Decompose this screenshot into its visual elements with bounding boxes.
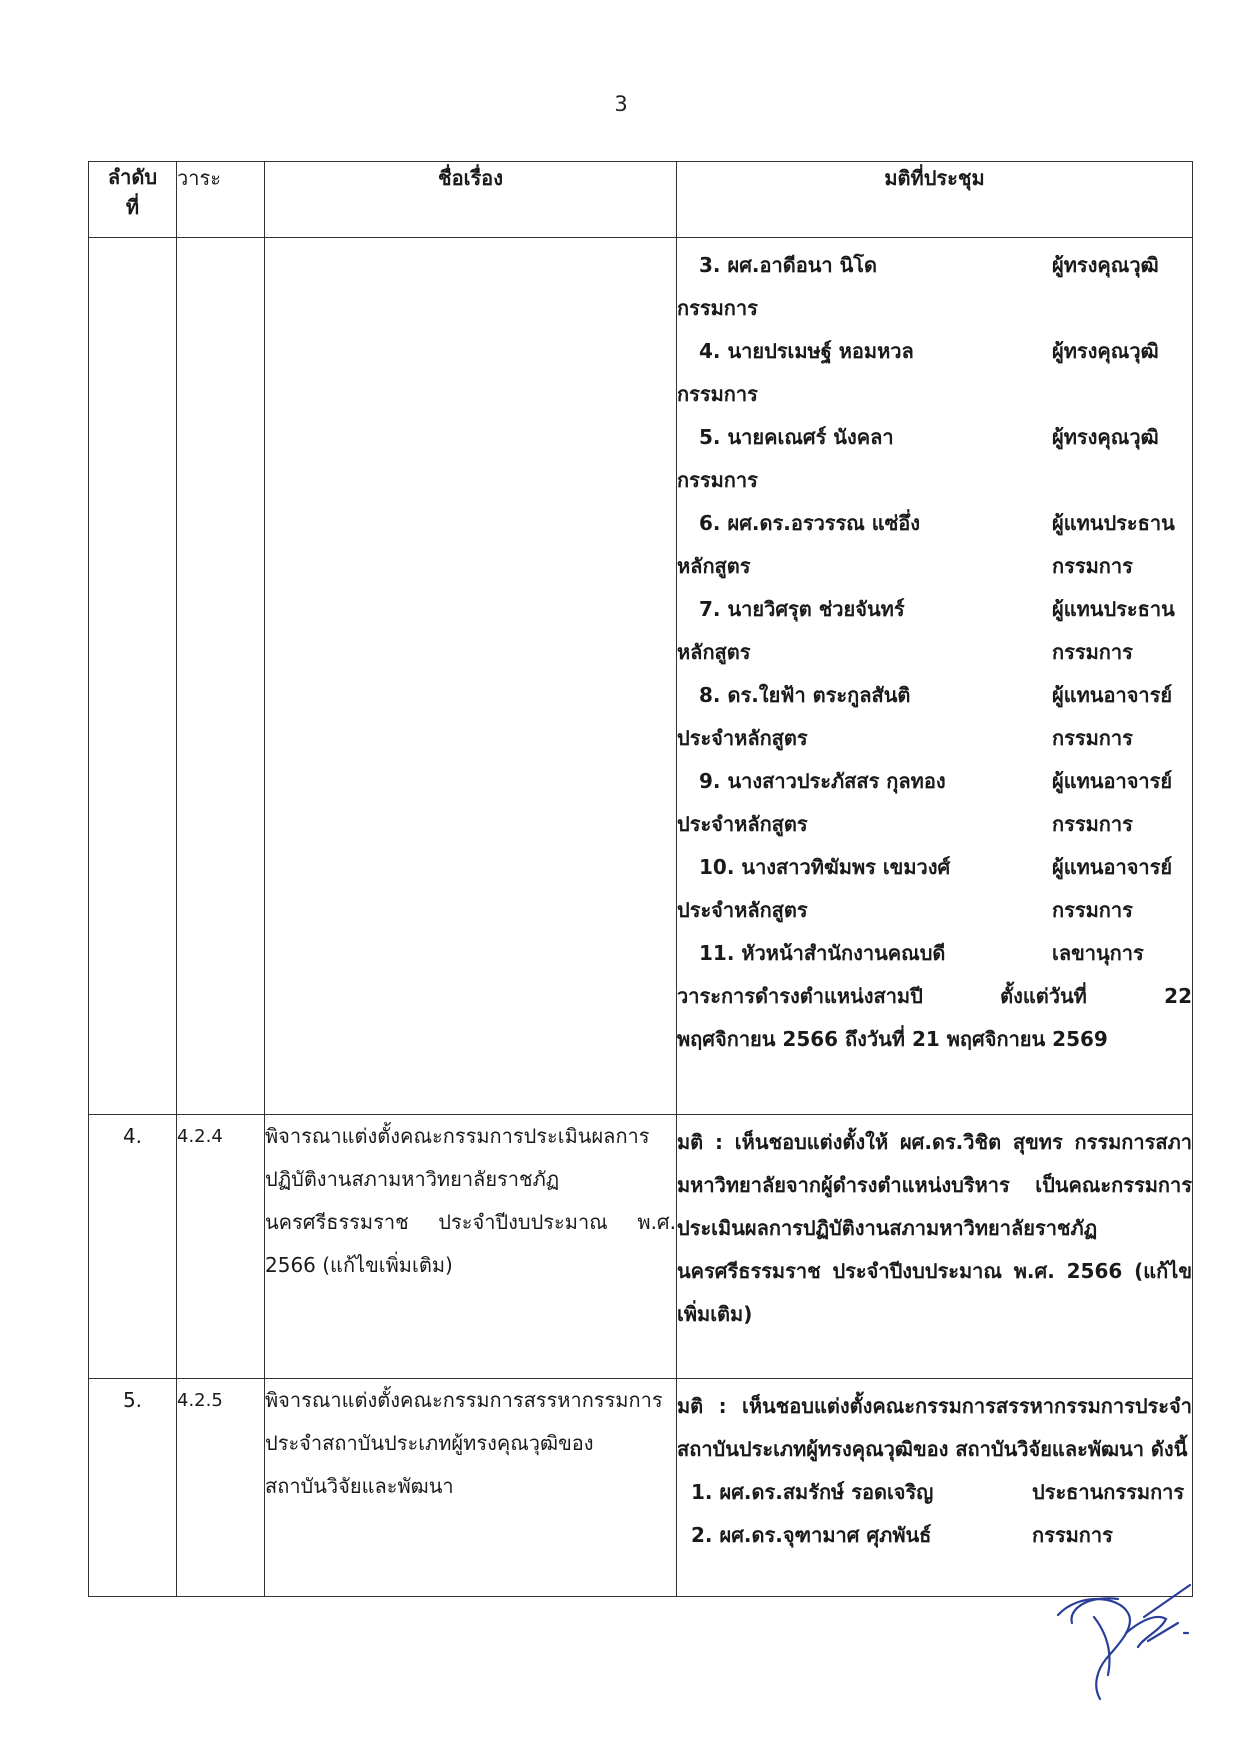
member-role: ผู้แทนประธาน: [1052, 511, 1175, 535]
header-resolution: [677, 162, 1193, 238]
member-line: [677, 459, 1192, 502]
table-header-row: [89, 162, 1193, 238]
table-row: [89, 238, 1193, 1115]
header-subject: [265, 162, 677, 238]
cell-no: 4.: [89, 1115, 177, 1379]
cell-subject: พิจารณาแต่งตั้งคณะกรรมการสรรหากรรมการประจำสถาบันประเภทผู้ทรงคุณวุฒิของ สถาบันวิจัยและพัฒนา: [265, 1379, 677, 1597]
member-name: 8. ดร.ใยฟ้า ตระกูลสันติ: [699, 683, 911, 707]
member-line2-left: ประจำหลักสูตร: [677, 726, 808, 750]
meeting-resolution-table: [88, 161, 1193, 1597]
member-role: ผู้แทนประธาน: [1052, 597, 1175, 621]
cell-resolution: มติ : เห็นชอบแต่งตั้งให้ ผศ.ดร.วิชิต สุขทร กรรมการสภามหาวิทยาลัยจากผู้ดำรงตำแหน่งบริหาร เป็นคณะกรรมการประเมินผลการปฏิบัติงานสภามหาวิทยาลัยราชภัฏนครศรีธรรมราช ประจำปีงบประมาณ พ.ศ. 2566 (แก้ไขเพิ่มเติม): [677, 1115, 1193, 1379]
table-row: [89, 1115, 1193, 1379]
member-name: 3. ผศ.อาดีอนา นิโด: [699, 253, 877, 277]
member-line2-right: กรรมการ: [1052, 726, 1133, 750]
member-name: 5. นายคเณศร์ นังคลา: [699, 425, 894, 449]
member-line2-right: [1052, 373, 1192, 416]
member-role: ผู้ทรงคุณวุฒิ: [1052, 425, 1159, 449]
member-line: [677, 803, 1192, 846]
member-line: [677, 631, 1192, 674]
member-name: 9. นางสาวประภัสสร กุลทอง: [699, 769, 946, 793]
cell-agenda: [177, 238, 265, 1115]
member-name: 6. ผศ.ดร.อรวรรณ แซ่อึ่ง: [699, 511, 921, 535]
member-name: 2. ผศ.ดร.จุฑามาศ ศุภพันธ์: [691, 1523, 932, 1547]
header-no-label: ลำดับ ที่: [107, 165, 158, 219]
member-line: [677, 244, 1192, 287]
header-subject-label: ชื่อเรื่อง: [438, 166, 503, 190]
member-line: [677, 545, 1192, 588]
member-role: กรรมการ: [1032, 1523, 1113, 1547]
resolution-text: มติ : เห็นชอบแต่งตั้งคณะกรรมการสรรหากรรมการประจำสถาบันประเภทผู้ทรงคุณวุฒิของ สถาบันวิจัยและพัฒนา ดังนี้: [677, 1394, 1192, 1461]
member-name: 11. หัวหน้าสำนักงานคณบดี: [699, 941, 946, 965]
table-row: [89, 1379, 1193, 1597]
member-line: [677, 674, 1192, 717]
cell-subject: [265, 238, 677, 1115]
member-line: [677, 416, 1192, 459]
term-line: วาระการดำรงตำแหน่งสามปี ตั้งแต่วันที่ 22: [677, 984, 1192, 1008]
term-line: พฤศจิกายน 2566 ถึงวันที่ 21 พฤศจิกายน 2569: [677, 1027, 1108, 1051]
handwritten-signature: [1048, 1575, 1198, 1725]
member-line2-right: กรรมการ: [1052, 812, 1133, 836]
member-line2-left: หลักสูตร: [677, 554, 751, 578]
member-role: ผู้ทรงคุณวุฒิ: [1052, 339, 1159, 363]
signature-stroke: [1144, 1585, 1190, 1617]
member-line2-left: หลักสูตร: [677, 640, 751, 664]
member-line2-right: กรรมการ: [1052, 640, 1133, 664]
member-role: ผู้แทนอาจารย์: [1052, 683, 1173, 707]
member-name: 1. ผศ.ดร.สมรักษ์ รอดเจริญ: [691, 1480, 934, 1504]
member-name: 7. นายวิศรุต ช่วยจันทร์: [699, 597, 905, 621]
header-no: [89, 162, 177, 238]
member-line2-right: [1052, 287, 1192, 330]
cell-resolution: [677, 1379, 1193, 1597]
signature-stroke: [1058, 1599, 1130, 1699]
member-line: [677, 846, 1192, 889]
member-line2-left: กรรมการ: [677, 468, 758, 492]
member-role: เลขานุการ: [1052, 941, 1144, 965]
member-line: [677, 1514, 1192, 1557]
member-line: [677, 760, 1192, 803]
member-line: [677, 889, 1192, 932]
cell-resolution: [677, 238, 1193, 1115]
member-line: [677, 502, 1192, 545]
header-resolution-label: มติที่ประชุม: [884, 166, 985, 190]
member-line2-right: กรรมการ: [1052, 554, 1133, 578]
member-line: [677, 1471, 1192, 1514]
member-name: 10. นางสาวทิฆัมพร เขมวงศ์: [699, 855, 951, 879]
member-line: [677, 287, 1192, 330]
member-role: ประธานกรรมการ: [1032, 1480, 1185, 1504]
member-line2-left: ประจำหลักสูตร: [677, 898, 808, 922]
member-line2-right: [1052, 459, 1192, 502]
cell-no: [89, 238, 177, 1115]
member-line2-left: กรรมการ: [677, 296, 758, 320]
member-line: [677, 717, 1192, 760]
member-line: [677, 588, 1192, 631]
cell-agenda: 4.2.4: [177, 1115, 265, 1379]
member-list: [677, 244, 1192, 1061]
cell-subject: พิจารณาแต่งตั้งคณะกรรมการประเมินผลการปฏิบัติงานสภามหาวิทยาลัยราชภัฏนครศรีธรรมราช ประจำปีงบประมาณ พ.ศ. 2566 (แก้ไขเพิ่มเติม): [265, 1115, 677, 1379]
header-agenda: [177, 162, 265, 238]
member-role: ผู้ทรงคุณวุฒิ: [1052, 253, 1159, 277]
cell-no: 5.: [89, 1379, 177, 1597]
member-line: [677, 373, 1192, 416]
member-line2-right: กรรมการ: [1052, 898, 1133, 922]
member-role: ผู้แทนอาจารย์: [1052, 769, 1173, 793]
signature-stroke: [1126, 1617, 1166, 1647]
member-line: [677, 932, 1192, 975]
header-agenda-label: วาระ: [177, 166, 221, 190]
member-line2-left: ประจำหลักสูตร: [677, 812, 808, 836]
member-role: ผู้แทนอาจารย์: [1052, 855, 1173, 879]
page-number: 3: [614, 92, 628, 116]
signature-strokes: [1058, 1585, 1190, 1699]
member-line2-left: กรรมการ: [677, 382, 758, 406]
cell-agenda: 4.2.5: [177, 1379, 265, 1597]
member-name: 4. นายปรเมษฐ์ หอมหวล: [699, 339, 914, 363]
member-line: [677, 330, 1192, 373]
